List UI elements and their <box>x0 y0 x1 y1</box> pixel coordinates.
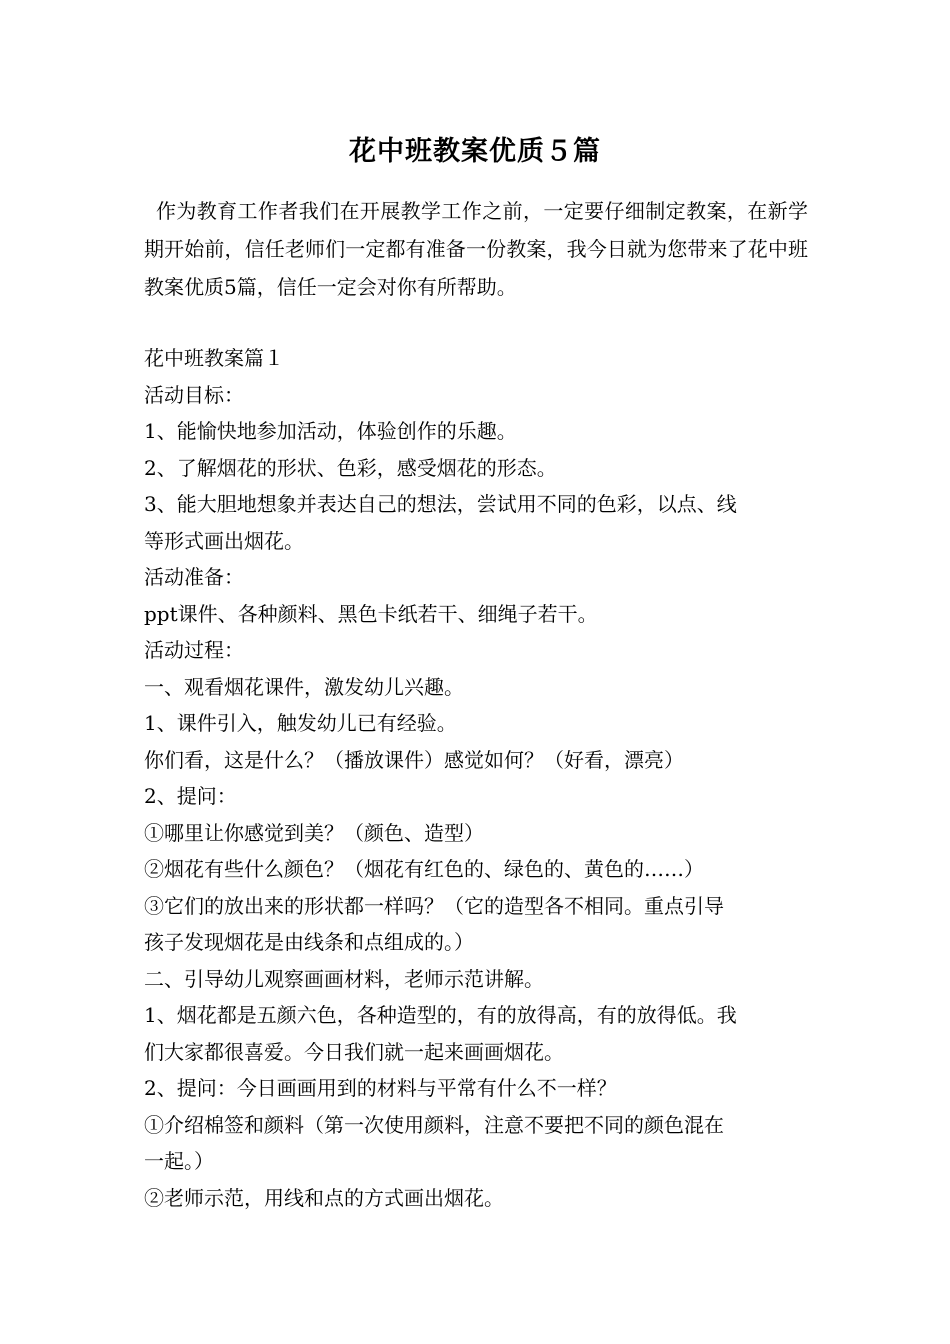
text-line: ppt课件、各种颜料、黑色卡纸若干、细绳子若干。 <box>144 601 598 626</box>
text-line: 孩子发现烟花是由线条和点组成的。） <box>144 930 474 954</box>
text-line: 1、课件引入，触发幼儿已有经验。 <box>144 711 457 735</box>
document-title: 花中班教案优质５篇 <box>349 136 601 167</box>
section-heading: 花中班教案篇１ <box>144 346 284 370</box>
text-line: 你们看，这是什么？（播放课件）感觉如何？（好看，漂亮） <box>144 747 684 772</box>
text-line: 活动准备： <box>144 565 244 589</box>
text-line: 活动目标： <box>144 382 244 407</box>
text-line: ②老师示范，用线和点的方式画出烟花。 <box>144 1185 504 1210</box>
text-line: 2、了解烟花的形状、色彩，感受烟花的形态。 <box>144 455 557 480</box>
text-line: 一、观看烟花课件，激发幼儿兴趣。 <box>144 674 464 699</box>
text-line: 们大家都很喜爱。今日我们就一起来画画烟花。 <box>144 1039 564 1064</box>
intro-paragraph: 作为教育工作者我们在开展教学工作之前，一定要仔细制定教案，在新学期开始前，信任老师们一定都有准备一份教案，我今日就为您带来了花中班教案优质5篇，信任一定会对你有所帮助。 <box>144 199 808 299</box>
text-line: 1、能愉快地参加活动，体验创作的乐趣。 <box>144 419 517 443</box>
text-line: ③它们的放出来的形状都一样吗？（它的造型各不相同。重点引导 <box>144 893 724 918</box>
text-line: ②烟花有些什么颜色？（烟花有红色的、绿色的、黄色的……） <box>144 857 704 881</box>
document-body <box>144 340 808 1216</box>
text-line: 二、引导幼儿观察画画材料，老师示范讲解。 <box>144 966 544 991</box>
text-line: 1、烟花都是五颜六色，各种造型的，有的放得高，有的放得低。我 <box>144 1003 737 1027</box>
text-line: ①介绍棉签和颜料（第一次使用颜料，注意不要把不同的颜色混在 <box>144 1112 724 1137</box>
text-line: 3、能大胆地想象并表达自己的想法，尝试用不同的色彩，以点、线 <box>144 492 737 516</box>
text-line: 一起。） <box>144 1149 214 1173</box>
text-line: 等形式画出烟花。 <box>144 528 304 553</box>
text-line: ①哪里让你感觉到美？（颜色、造型） <box>144 820 484 845</box>
text-line: 2、提问： <box>144 784 237 808</box>
text-line: 活动过程： <box>144 638 244 662</box>
text-line: 2、提问：今日画画用到的材料与平常有什么不一样？ <box>144 1076 617 1100</box>
